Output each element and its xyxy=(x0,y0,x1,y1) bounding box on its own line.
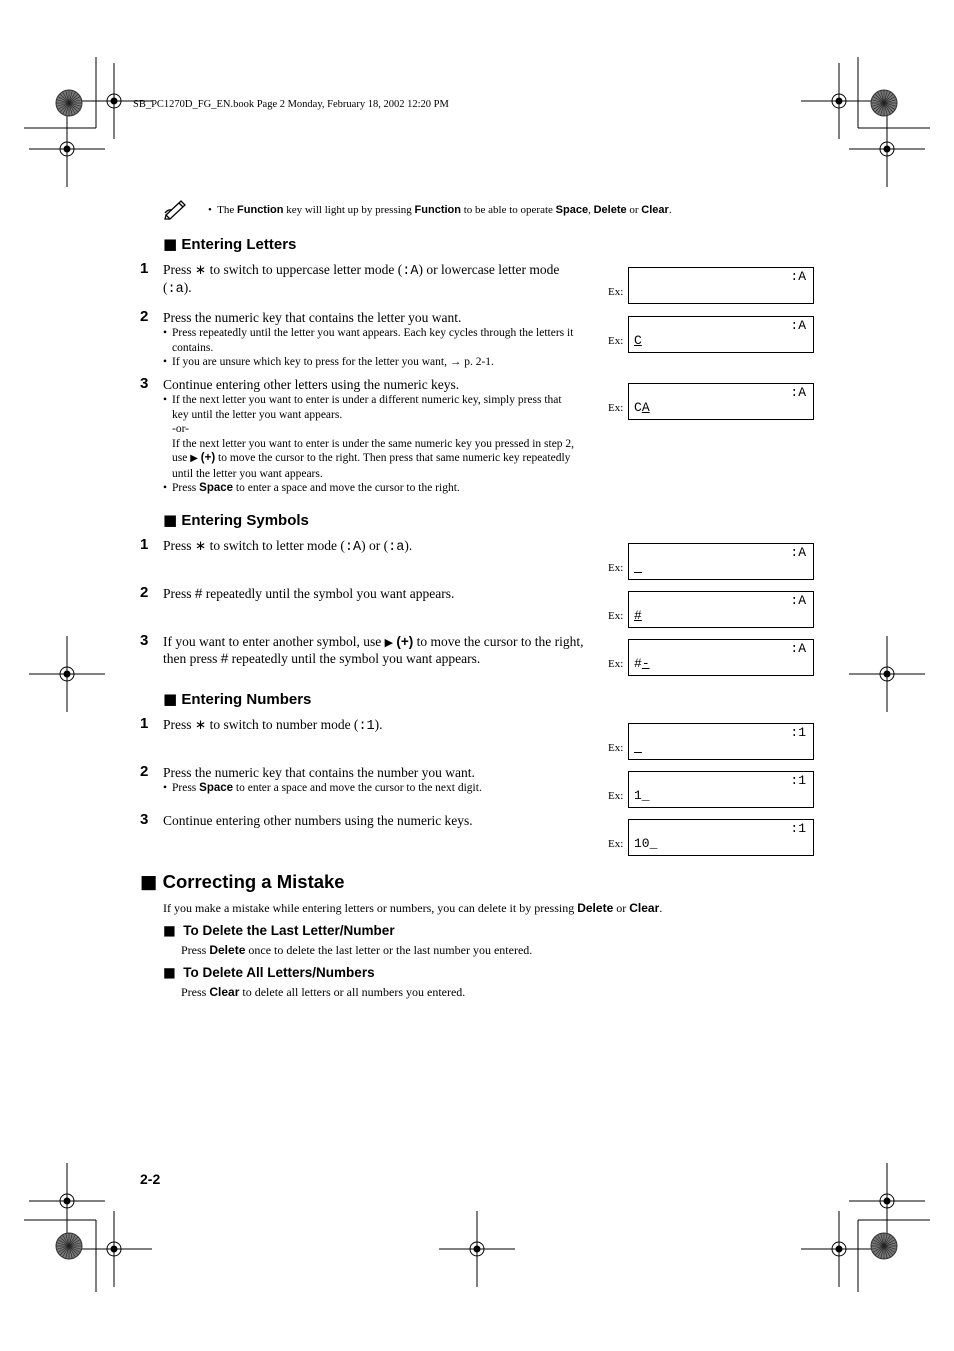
symbols-step-2: Press # repeatedly until the symbol you want appears. xyxy=(163,586,455,601)
registration-mark-icon xyxy=(871,1233,897,1259)
lcd-mode-indicator: :A xyxy=(790,593,806,608)
step-number: 3 xyxy=(140,375,149,392)
example-label: Ex: xyxy=(608,838,624,850)
registration-mark-icon xyxy=(801,1211,877,1287)
example-label: Ex: xyxy=(608,658,624,670)
example-label: Ex: xyxy=(608,402,624,414)
registration-mark-icon xyxy=(849,636,925,712)
step-number: 3 xyxy=(140,811,149,828)
delete-all-heading: ■ To Delete All Letters/Numbers xyxy=(163,965,375,981)
step-number: 2 xyxy=(140,308,149,325)
lcd-mode-indicator: :1 xyxy=(790,773,806,788)
example-label: Ex: xyxy=(608,610,624,622)
lcd-entry-text xyxy=(634,656,650,671)
lcd-cursor-char: _ xyxy=(634,740,642,755)
symbols-step-3: If you want to enter another symbol, use ▶ (+) to move the cursor to the right, then press # repeatedly until the symbol you want appears. xyxy=(163,634,584,666)
lcd-entry-text xyxy=(634,608,642,623)
letters-step-3: Continue entering other letters using the numeric keys. xyxy=(163,377,460,392)
lcd-entered-chars: 1_ xyxy=(634,788,650,803)
example-label: Ex: xyxy=(608,562,624,574)
registration-mark-icon xyxy=(29,636,105,712)
entering-letters-heading: ■ Entering Letters xyxy=(163,235,297,253)
lcd-mode-indicator: :1 xyxy=(790,725,806,740)
lcd-cursor-char: _ xyxy=(634,560,642,575)
letters-step-1: Press ∗ to switch to uppercase letter mode (:A) or lowercase letter mode (:a). xyxy=(163,262,560,297)
step-number: 3 xyxy=(140,632,149,649)
lcd-display-example xyxy=(628,543,814,580)
registration-mark-icon xyxy=(56,1233,82,1259)
lcd-entry-text xyxy=(634,740,642,755)
lcd-cursor-char: A xyxy=(641,400,650,415)
lcd-cursor-char: - xyxy=(641,656,650,671)
lcd-entry-text xyxy=(634,836,657,851)
lcd-entry-text xyxy=(634,333,642,348)
page-number: 2-2 xyxy=(140,1171,161,1187)
lcd-entered-chars: # xyxy=(634,656,642,671)
numbers-step-2: Press the numeric key that contains the number you want. xyxy=(163,765,475,780)
lcd-mode-indicator: :A xyxy=(790,269,806,284)
numbers-step-2-notes: • Press Space to enter a space and move the cursor to the next digit. xyxy=(163,781,578,796)
lcd-entry-text xyxy=(634,788,650,803)
lcd-entered-chars: 10_ xyxy=(634,836,658,851)
lcd-mode-indicator: :A xyxy=(790,545,806,560)
lcd-mode-indicator: :A xyxy=(790,641,806,656)
registration-mark-icon xyxy=(439,1211,515,1287)
step-number: 2 xyxy=(140,763,149,780)
registration-mark-icon xyxy=(29,111,105,187)
entering-symbols-heading: ■ Entering Symbols xyxy=(163,511,309,529)
lcd-display-example xyxy=(628,591,814,628)
example-label: Ex: xyxy=(608,790,624,802)
pencil-note-icon xyxy=(163,198,191,225)
lcd-display-example xyxy=(628,316,814,353)
correcting-intro: If you make a mistake while entering letters or numbers, you can delete it by pressing Delete or Clear. xyxy=(163,901,663,915)
lcd-cursor-char: C xyxy=(634,333,642,348)
delete-last-heading: ■ To Delete the Last Letter/Number xyxy=(163,923,395,939)
book-header-info: SB_PC1270D_FG_EN.book Page 2 Monday, February 18, 2002 12:20 PM xyxy=(133,99,449,110)
example-label: Ex: xyxy=(608,286,624,298)
lcd-mode-indicator: :1 xyxy=(790,821,806,836)
registration-mark-icon xyxy=(871,90,897,116)
letters-step-2: Press the numeric key that contains the letter you want. xyxy=(163,310,462,325)
lcd-cursor-char: # xyxy=(634,608,642,623)
example-label: Ex: xyxy=(608,335,624,347)
step-number: 2 xyxy=(140,584,149,601)
lcd-display-example xyxy=(628,639,814,676)
registration-mark-icon xyxy=(849,1163,925,1239)
registration-mark-icon xyxy=(29,1163,105,1239)
delete-last-text: Press Delete once to delete the last letter or the last number you entered. xyxy=(181,943,533,957)
entering-numbers-heading: ■ Entering Numbers xyxy=(163,690,312,708)
letters-step-2-notes: • Press repeatedly until the letter you want appears. Each key cycles through the letters it contains. • If you are unsure which key to press for the letter you want, → p. 2-1. xyxy=(163,326,578,370)
letters-step-3-notes: • If the next letter you want to enter is under a different numeric key, simply press that key until the letter you want appears. -or- If the next letter you want to enter is under the same numeric key you pressed in step 2, use ▶ (+) to move the cursor to the right. Then press that same numeric key repeatedly until the letter you want appears. • Press Space to enter a space and move the cursor to the right. xyxy=(163,393,578,496)
lcd-entry-text xyxy=(634,400,650,415)
registration-mark-icon xyxy=(76,1211,152,1287)
lcd-mode-indicator: :A xyxy=(790,318,806,333)
numbers-step-1: Press ∗ to switch to number mode (:1). xyxy=(163,717,383,734)
step-number: 1 xyxy=(140,715,149,732)
example-label: Ex: xyxy=(608,742,624,754)
correcting-mistake-heading: ■ Correcting a Mistake xyxy=(140,871,345,893)
step-number: 1 xyxy=(140,536,149,553)
lcd-mode-indicator: :A xyxy=(790,385,806,400)
delete-all-text: Press Clear to delete all letters or all numbers you entered. xyxy=(181,985,466,999)
lcd-display-example xyxy=(628,383,814,420)
step-number: 1 xyxy=(140,260,149,277)
lcd-display-example xyxy=(628,771,814,808)
lcd-display-example xyxy=(628,819,814,856)
lcd-display-example xyxy=(628,267,814,304)
numbers-step-3: Continue entering other numbers using the numeric keys. xyxy=(163,813,473,828)
registration-mark-icon xyxy=(56,90,82,116)
symbols-step-1: Press ∗ to switch to letter mode (:A) or (:a). xyxy=(163,538,413,555)
lcd-display-example xyxy=(628,723,814,760)
lcd-entry-text xyxy=(634,560,642,575)
function-key-note: • The Function key will light up by pressing Function to be able to operate Space, Delete or Clear. xyxy=(208,204,672,216)
lcd-entered-chars: C xyxy=(634,400,642,415)
registration-mark-icon xyxy=(849,111,925,187)
